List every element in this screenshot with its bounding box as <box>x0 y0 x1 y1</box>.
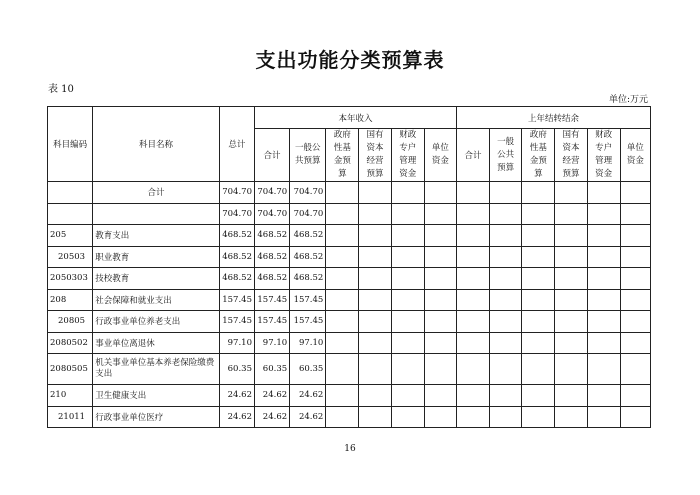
header-cy-fiscal-special: 财政 专户 管理 资金 <box>587 129 620 182</box>
unit-label: 单位:万元 <box>608 95 648 105</box>
table-number: 表 10 <box>48 84 74 95</box>
table-row <box>48 203 651 225</box>
cell-general: 157.45 <box>290 311 326 333</box>
table-row <box>48 289 651 311</box>
cell-code: 208 <box>48 289 93 311</box>
cell-general: 704.70 <box>290 203 326 225</box>
cell-subtotal: 97.10 <box>254 332 289 354</box>
cell-general: 97.10 <box>290 332 326 354</box>
cell-code: 20805 <box>48 311 93 333</box>
cell-general: 704.70 <box>290 182 326 204</box>
cell-subtotal: 704.70 <box>254 182 289 204</box>
budget-table <box>47 106 651 428</box>
cell-total: 468.52 <box>219 225 254 247</box>
cell-general: 468.52 <box>290 225 326 247</box>
cell-subtotal: 468.52 <box>254 246 289 268</box>
cell-total: 24.62 <box>219 385 254 407</box>
cell-general: 468.52 <box>290 246 326 268</box>
header-total: 总计 <box>219 107 254 182</box>
cell-general: 24.62 <box>290 406 326 428</box>
cell-name: 机关事业单位基本养老保险缴费支出 <box>93 354 220 385</box>
cell-total: 704.70 <box>219 203 254 225</box>
header-code: 科目编码 <box>48 107 93 182</box>
table-row <box>48 406 651 428</box>
cell-code: 2050303 <box>48 268 93 290</box>
header-general-budget: 一般公 共预算 <box>290 129 326 182</box>
header-cy-general-budget: 一般 公共 预算 <box>490 129 522 182</box>
cell-code: 2080505 <box>48 354 93 385</box>
cell-name: 社会保障和就业支出 <box>93 289 220 311</box>
cell-code: 21011 <box>48 406 93 428</box>
table-row <box>48 225 651 247</box>
cell-subtotal: 24.62 <box>254 385 289 407</box>
table-row <box>48 311 651 333</box>
cell-code <box>48 182 93 204</box>
header-current-year: 本年收入 <box>254 107 456 129</box>
header-carryover: 上年结转结余 <box>456 107 650 129</box>
header-cy-subtotal: 合计 <box>456 129 489 182</box>
cell-total: 468.52 <box>219 246 254 268</box>
cell-total: 468.52 <box>219 268 254 290</box>
cell-general: 24.62 <box>290 385 326 407</box>
cell-subtotal: 468.52 <box>254 225 289 247</box>
cell-name: 职业教育 <box>93 246 220 268</box>
header-state-capital: 国有 资本 经营 预算 <box>359 129 391 182</box>
table-row <box>48 354 651 385</box>
cell-total: 60.35 <box>219 354 254 385</box>
page-number: 16 <box>344 444 356 454</box>
cell-total: 157.45 <box>219 289 254 311</box>
cell-total: 24.62 <box>219 406 254 428</box>
cell-subtotal: 157.45 <box>254 289 289 311</box>
cell-name: 合计 <box>93 182 220 204</box>
cell-name: 卫生健康支出 <box>93 385 220 407</box>
header-subtotal: 合计 <box>254 129 289 182</box>
cell-name: 技校教育 <box>93 268 220 290</box>
cell-subtotal: 468.52 <box>254 268 289 290</box>
cell-general: 468.52 <box>290 268 326 290</box>
cell-name: 行政事业单位养老支出 <box>93 311 220 333</box>
cell-subtotal: 24.62 <box>254 406 289 428</box>
cell-name: 行政事业单位医疗 <box>93 406 220 428</box>
table-row <box>48 268 651 290</box>
cell-subtotal: 60.35 <box>254 354 289 385</box>
cell-total: 97.10 <box>219 332 254 354</box>
cell-subtotal: 704.70 <box>254 203 289 225</box>
cell-subtotal: 157.45 <box>254 311 289 333</box>
page-title: 支出功能分类预算表 <box>255 48 445 72</box>
cell-code: 205 <box>48 225 93 247</box>
header-cy-gov-fund: 政府 性基 金预 算 <box>522 129 555 182</box>
cell-name <box>93 203 220 225</box>
header-gov-fund: 政府 性基 金预 算 <box>326 129 359 182</box>
cell-general: 60.35 <box>290 354 326 385</box>
header-name: 科目名称 <box>93 107 220 182</box>
table-row <box>48 246 651 268</box>
cell-name: 事业单位离退休 <box>93 332 220 354</box>
cell-general: 157.45 <box>290 289 326 311</box>
table-row <box>48 385 651 407</box>
header-unit-funds: 单位 资金 <box>424 129 456 182</box>
cell-total: 157.45 <box>219 311 254 333</box>
header-fiscal-special: 财政 专户 管理 资金 <box>391 129 424 182</box>
cell-code: 210 <box>48 385 93 407</box>
table-row <box>48 182 651 204</box>
cell-code: 20503 <box>48 246 93 268</box>
cell-code <box>48 203 93 225</box>
table-row <box>48 332 651 354</box>
header-cy-state-capital: 国有 资本 经营 预算 <box>555 129 587 182</box>
cell-code: 2080502 <box>48 332 93 354</box>
cell-total: 704.70 <box>219 182 254 204</box>
cell-name: 教育支出 <box>93 225 220 247</box>
header-cy-unit-funds: 单位 资金 <box>620 129 650 182</box>
